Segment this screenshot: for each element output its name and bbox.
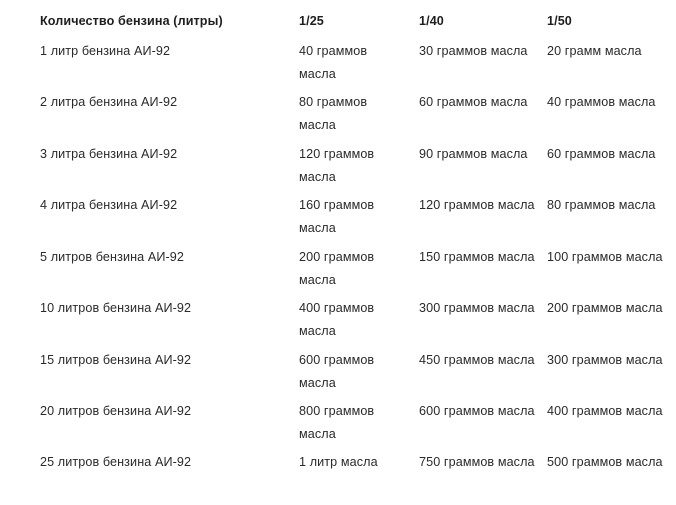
cell-amount: 3 литра бензина АИ-92 [40,147,178,161]
cell-ratio-1-40: 300 граммов масла [419,301,535,315]
cell-amount: 25 литров бензина АИ-92 [40,455,192,469]
cell-ratio-1-25: 200 граммов масла [299,250,375,287]
cell-ratio-1-25: 40 граммов масла [299,44,368,81]
cell-ratio-1-40: 90 граммов масла [419,147,528,161]
header-ratio-1-50: 1/50 [547,14,572,28]
cell-amount: 2 литра бензина АИ-92 [40,95,178,109]
cell-amount: 1 литр бензина АИ-92 [40,44,171,58]
cell-ratio-1-40: 750 граммов масла [419,455,535,469]
cell-ratio-1-50: 80 граммов масла [547,198,656,212]
cell-ratio-1-40: 120 граммов масла [419,198,535,212]
cell-ratio-1-50: 40 граммов масла [547,95,656,109]
cell-ratio-1-25: 400 граммов масла [299,301,375,338]
cell-amount: 4 литра бензина АИ-92 [40,198,178,212]
cell-ratio-1-50: 20 грамм масла [547,44,642,58]
cell-ratio-1-40: 30 граммов масла [419,44,528,58]
cell-amount: 20 литров бензина АИ-92 [40,404,192,418]
cell-ratio-1-25: 800 граммов масла [299,404,375,441]
header-amount: Количество бензина (литры) [40,14,223,28]
cell-ratio-1-25: 120 граммов масла [299,147,375,184]
cell-ratio-1-25: 160 граммов масла [299,198,375,235]
cell-amount: 5 литров бензина АИ-92 [40,250,185,264]
cell-ratio-1-25: 80 граммов масла [299,95,368,132]
cell-ratio-1-50: 300 граммов масла [547,353,663,367]
cell-ratio-1-40: 600 граммов масла [419,404,535,418]
cell-ratio-1-40: 450 граммов масла [419,353,535,367]
cell-ratio-1-25: 1 литр масла [299,455,378,469]
cell-ratio-1-50: 400 граммов масла [547,404,663,418]
cell-amount: 15 литров бензина АИ-92 [40,353,192,367]
cell-ratio-1-50: 100 граммов масла [547,250,663,264]
cell-ratio-1-25: 600 граммов масла [299,353,375,390]
cell-ratio-1-50: 500 граммов масла [547,455,663,469]
cell-ratio-1-50: 200 граммов масла [547,301,663,315]
cell-ratio-1-50: 60 граммов масла [547,147,656,161]
cell-ratio-1-40: 150 граммов масла [419,250,535,264]
header-ratio-1-25: 1/25 [299,14,324,28]
cell-ratio-1-40: 60 граммов масла [419,95,528,109]
cell-amount: 10 литров бензина АИ-92 [40,301,192,315]
header-ratio-1-40: 1/40 [419,14,444,28]
